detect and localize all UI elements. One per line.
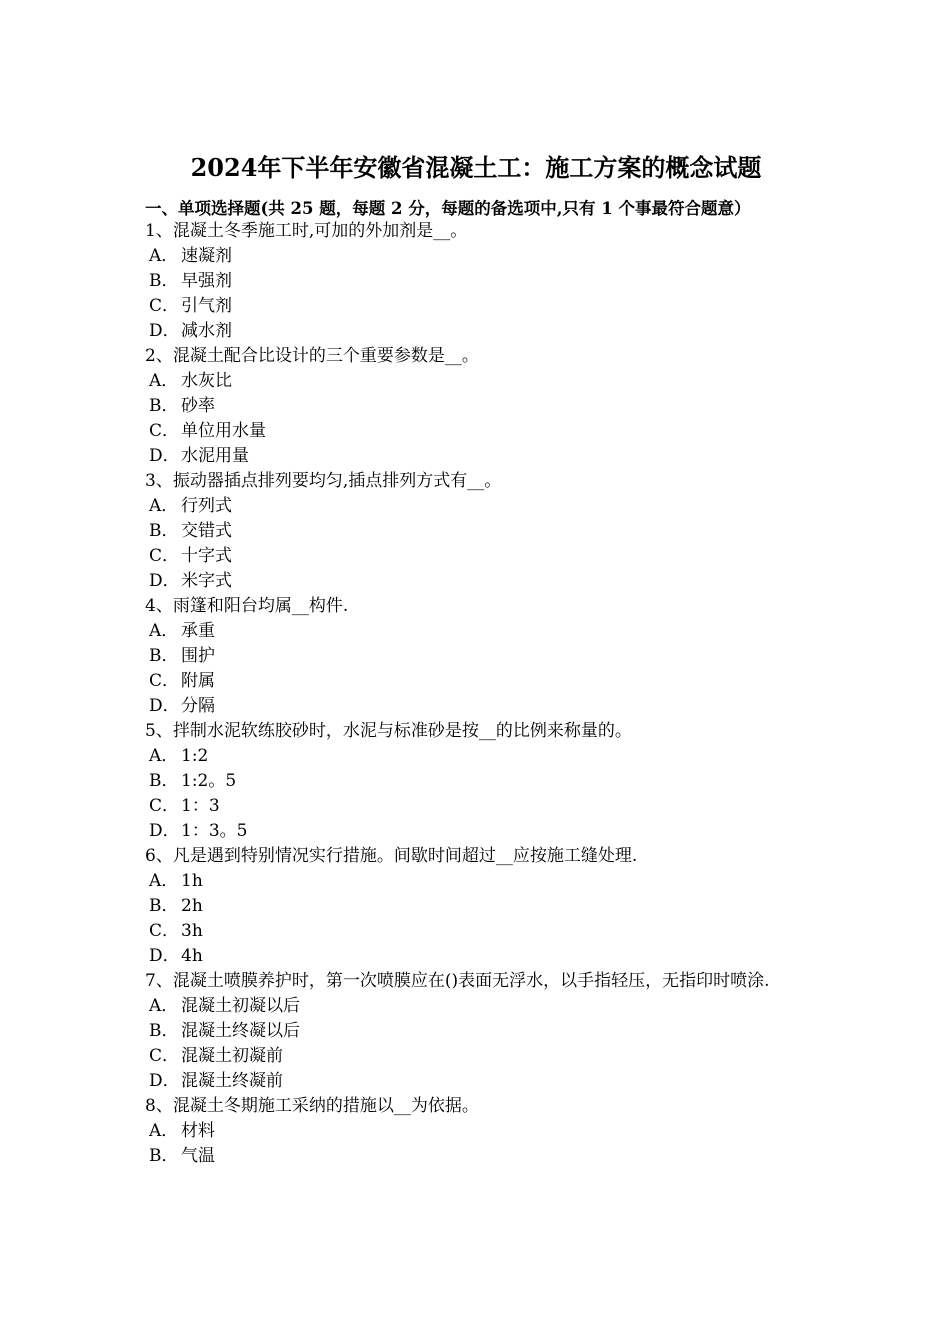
option-b [145, 894, 807, 919]
question-6 [145, 844, 807, 969]
option-text: 1:2。5 [181, 771, 237, 791]
option-letter: D． [149, 321, 180, 341]
option-text: 混凝土终凝以后 [181, 1021, 300, 1041]
option-text: 米字式 [181, 571, 232, 591]
option-letter: A． [149, 746, 179, 766]
option-text: 水泥用量 [181, 446, 249, 466]
option-text: 混凝土初凝以后 [181, 996, 300, 1016]
option-d [145, 819, 807, 844]
option-c [145, 294, 807, 319]
option-text: 交错式 [181, 521, 232, 541]
option-a [145, 494, 807, 519]
option-letter: A． [149, 1121, 179, 1141]
document-page [145, 148, 807, 1169]
option-letter: D． [149, 1071, 180, 1091]
option-text: 附属 [181, 671, 215, 691]
option-b [145, 769, 807, 794]
question-3 [145, 469, 807, 594]
option-b [145, 1144, 807, 1169]
option-a [145, 994, 807, 1019]
option-letter: B． [149, 521, 179, 541]
option-b [145, 519, 807, 544]
option-d [145, 569, 807, 594]
question-text: 7、混凝土喷膜养护时，第一次喷膜应在()表面无浮水，以手指轻压，无指印时喷涂. [145, 971, 770, 991]
option-a [145, 244, 807, 269]
option-c [145, 669, 807, 694]
option-c [145, 794, 807, 819]
question-2 [145, 344, 807, 469]
option-text: 分隔 [181, 696, 215, 716]
option-text: 水灰比 [181, 371, 232, 391]
option-letter: A． [149, 496, 179, 516]
option-letter: B． [149, 771, 179, 791]
option-d [145, 944, 807, 969]
option-d [145, 694, 807, 719]
question-text: 4、雨篷和阳台均属__构件. [145, 596, 349, 616]
question-list [145, 219, 807, 1169]
option-a [145, 869, 807, 894]
option-letter: D． [149, 946, 180, 966]
option-letter: B． [149, 1021, 179, 1041]
option-c [145, 544, 807, 569]
question-7 [145, 969, 807, 1094]
option-text: 1:2 [181, 746, 209, 766]
option-text: 早强剂 [181, 271, 232, 291]
option-d [145, 319, 807, 344]
option-text: 承重 [181, 621, 215, 641]
option-letter: C． [149, 796, 180, 816]
option-text: 减水剂 [181, 321, 232, 341]
option-text: 1：3。5 [181, 821, 248, 841]
option-text: 引气剂 [181, 296, 232, 316]
option-letter: D． [149, 821, 180, 841]
option-letter: C． [149, 296, 180, 316]
option-text: 行列式 [181, 496, 232, 516]
option-letter: D． [149, 571, 180, 591]
option-c [145, 919, 807, 944]
option-text: 4h [181, 946, 203, 966]
option-letter: C． [149, 421, 180, 441]
question-4 [145, 594, 807, 719]
question-text: 6、凡是遇到特别情况实行措施。间歇时间超过__应按施工缝处理. [145, 846, 638, 866]
option-a [145, 619, 807, 644]
question-text: 3、振动器插点排列要均匀,插点排列方式有__。 [145, 471, 502, 491]
option-letter: B． [149, 271, 179, 291]
question-1 [145, 219, 807, 344]
option-a [145, 1119, 807, 1144]
question-text: 8、混凝土冬期施工采纳的措施以__为依据。 [145, 1096, 479, 1116]
option-text: 单位用水量 [181, 421, 266, 441]
option-a [145, 744, 807, 769]
option-letter: D． [149, 696, 180, 716]
question-8 [145, 1094, 807, 1169]
option-d [145, 1069, 807, 1094]
option-letter: A． [149, 371, 179, 391]
option-letter: A． [149, 621, 179, 641]
option-letter: A． [149, 246, 179, 266]
option-letter: A． [149, 996, 179, 1016]
option-letter: A． [149, 871, 179, 891]
option-c [145, 419, 807, 444]
option-text: 砂率 [181, 396, 215, 416]
question-text: 1、混凝土冬季施工时,可加的外加剂是__。 [145, 221, 468, 241]
option-b [145, 644, 807, 669]
option-text: 2h [181, 896, 203, 916]
option-letter: C． [149, 921, 180, 941]
option-text: 材料 [181, 1121, 215, 1141]
option-b [145, 394, 807, 419]
question-5 [145, 719, 807, 844]
question-text: 2、混凝土配合比设计的三个重要参数是__。 [145, 346, 479, 366]
option-text: 气温 [181, 1146, 215, 1166]
option-letter: B． [149, 1146, 179, 1166]
option-letter: D． [149, 446, 180, 466]
option-b [145, 269, 807, 294]
option-letter: B． [149, 896, 179, 916]
option-letter: B． [149, 646, 179, 666]
option-letter: C． [149, 546, 180, 566]
option-letter: B． [149, 396, 179, 416]
option-a [145, 369, 807, 394]
option-text: 混凝土初凝前 [181, 1046, 283, 1066]
section-heading: 一、单项选择题(共 25 题，每题 2 分，每题的备选项中,只有 1 个事最符合题意） [145, 199, 751, 218]
option-letter: C． [149, 1046, 180, 1066]
option-c [145, 1044, 807, 1069]
question-text: 5、拌制水泥软练胶砂时，水泥与标准砂是按__的比例来称量的。 [145, 721, 632, 741]
option-text: 3h [181, 921, 203, 941]
option-text: 围护 [181, 646, 215, 666]
option-letter: C． [149, 671, 180, 691]
option-text: 1：3 [181, 796, 220, 816]
option-text: 混凝土终凝前 [181, 1071, 283, 1091]
option-text: 十字式 [181, 546, 232, 566]
option-text: 1h [181, 871, 203, 891]
document-title: 2024年下半年安徽省混凝土工：施工方案的概念试题 [190, 153, 762, 182]
option-b [145, 1019, 807, 1044]
option-text: 速凝剂 [181, 246, 232, 266]
option-d [145, 444, 807, 469]
